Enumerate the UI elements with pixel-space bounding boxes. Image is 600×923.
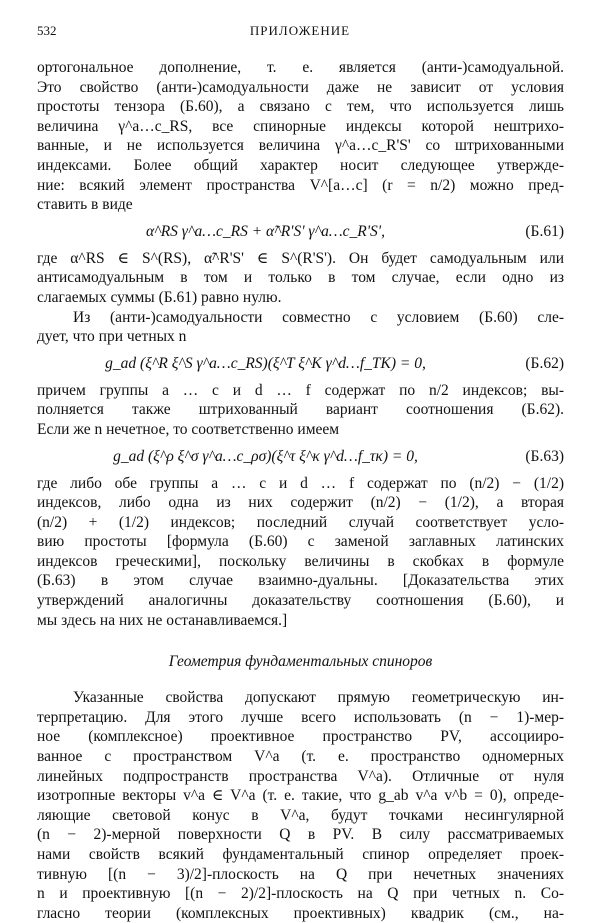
text-line: слагаемых суммы (Б.61) равно нулю.: [37, 288, 282, 306]
text-line: ставить в виде: [37, 196, 133, 214]
text-line: ние: всякий элемент пространства V^[a…c] (r = n/2) можно пред-: [37, 176, 564, 194]
formula-b63: [37, 440, 564, 474]
text-line: полняется также штрихованный вариант соотношения (Б.62).: [37, 401, 564, 419]
text-line: причем группы a … c и d … f содержат по n/2 индексов; вы-: [37, 381, 564, 399]
formula-number: (Б.61): [525, 222, 564, 240]
text-line: индексов, либо одна из них содержит (n/2) − (1/2), а вторая: [37, 494, 564, 512]
text-line: (n − 2)-мерной поверхности Q в PV. В силу рассматриваемых: [37, 826, 564, 844]
text-line: терпретацию. Для этого лучше всего использовать (n − 1)-мер-: [37, 708, 564, 726]
text-line: дует, что при четных n: [37, 328, 187, 346]
formula-expression: α^RS γ^a…c_RS + α̃^R'S' γ^a…c_R'S',: [146, 222, 385, 240]
text-line: изотропные векторы v^a ∈ V^a (т. е. такие, что g_ab v^a v^b = 0), опреде-: [37, 787, 564, 805]
text-line: линейных подпространств пространства V^a). Отличные от нуля: [37, 767, 564, 785]
formula-b61: [37, 215, 564, 249]
text-line: Указанные свойства допускают прямую геометрическую ин-: [73, 689, 564, 707]
paragraph-2: [37, 249, 564, 308]
text-line: Если же n нечетное, то соответственно имеем: [37, 420, 340, 438]
text-line: ванные, и не используется величина γ^a…c_R'S' со штрихованными: [37, 137, 564, 155]
paragraph-1: [37, 58, 564, 215]
text-line: нами свойств всякий фундаментальный спинор определяет проек-: [37, 846, 564, 863]
text-line: антисамодуальным в том и только в том случае, если одно из: [37, 269, 564, 287]
page-header: [37, 23, 563, 43]
text-line: гласно теории (комплексных проективных) квадрик (см., на-: [37, 904, 564, 922]
text-line: n и проективную [(n − 2)/2]-плоскость на Q при четных n. Со-: [37, 885, 564, 903]
text-line: где либо обе группы a … c и d … f содержат по (n/2) − (1/2): [37, 474, 564, 492]
text-line: ное (комплексное) проективное пространство PV, ассоцииро-: [37, 728, 564, 746]
text-line: тивную [(n − 3)/2]-плоскость на Q при нечетных значениях: [37, 865, 564, 883]
text-line: где α^RS ∈ S^(RS), α̃^R'S' ∈ S^(R'S'). Он будет самодуальным или: [37, 249, 564, 267]
page-number: 532: [37, 23, 57, 38]
text-line: утверждений аналогичны доказательству соотношения (Б.60), и: [37, 592, 564, 610]
paragraph-5: [37, 474, 564, 631]
formula-expression: g_ad (ξ^ρ ξ^σ γ^a…c_ρσ)(ξ^τ ξ^κ γ^d…f_τκ) = 0,: [113, 447, 418, 465]
paragraph-6: [37, 688, 564, 923]
page-body: [37, 58, 564, 923]
running-head: ПРИЛОЖЕНИЕ: [249, 23, 351, 38]
text-line: мы здесь на них не останавливаемся.]: [37, 611, 288, 629]
text-line: индексов греческими], поскольку величины в скобках в формуле: [37, 552, 564, 570]
text-line: Это свойство (анти-)самодуальности даже не зависит от условия: [37, 78, 564, 96]
paragraph-3: [37, 308, 564, 347]
text-line: ортогональное дополнение, т. е. является (анти-)самодуальной.: [37, 59, 564, 76]
text-line: (Б.63) в этом случае взаимно-дуальны. [Доказательства этих: [37, 572, 564, 590]
text-line: величина γ^a…c_RS, все спинорные индексы которой нештрихо-: [37, 117, 564, 135]
text-line: ляющие световой конус в V^a, будут точками несингулярной: [37, 806, 564, 824]
formula-number: (Б.63): [525, 447, 564, 465]
paragraph-4: [37, 381, 564, 440]
text-line: (n/2) + (1/2) индексов; последний случай соответствует усло-: [37, 513, 564, 531]
formula-expression: g_ad (ξ^R ξ^S γ^a…c_RS)(ξ^T ξ^K γ^d…f_TK) = 0,: [105, 354, 426, 372]
formula-b62: [37, 347, 564, 381]
text-line: индексами. Более общий характер носит следующее утвержде-: [37, 156, 564, 174]
formula-number: (Б.62): [525, 354, 564, 372]
text-line: простоты тензора (Б.60), а связано с тем, что используется лишь: [37, 98, 564, 116]
section-title: Геометрия фундаментальных спиноров: [168, 653, 433, 671]
text-line: Из (анти-)самодуальности совместно с условием (Б.60) сле-: [73, 308, 564, 326]
text-line: ванное с пространством V^a (т. е. пространство одномерных: [37, 748, 564, 766]
text-line: вию простоты [формула (Б.60) с заменой заглавных латинских: [37, 533, 564, 551]
